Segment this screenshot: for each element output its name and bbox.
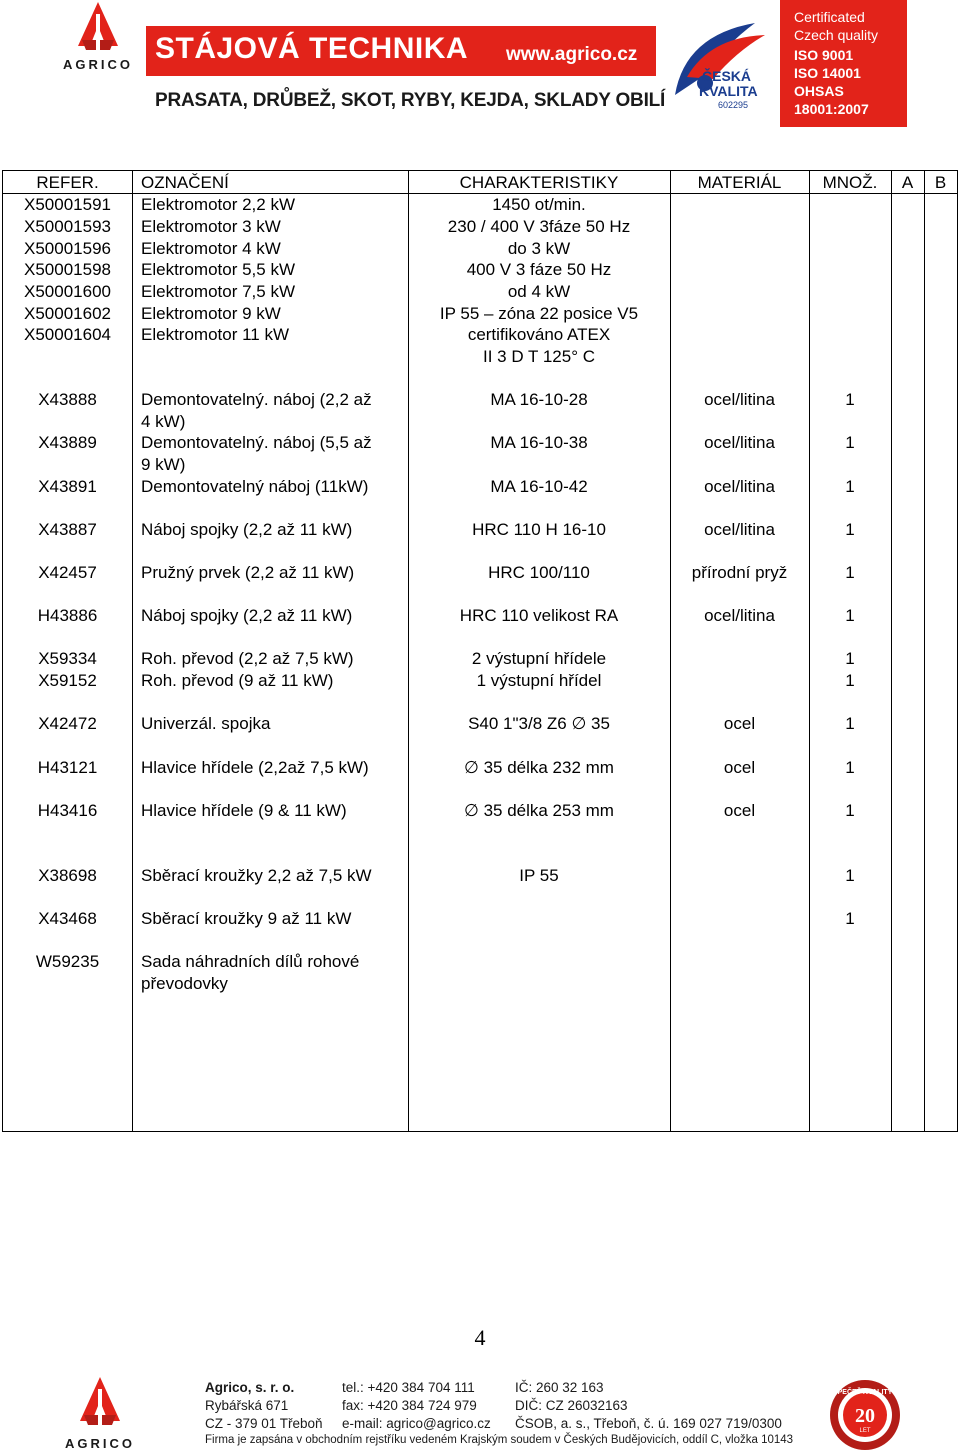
logo-wordmark: AGRICO [63, 57, 133, 72]
part-name: 9 kW) [141, 455, 186, 474]
banner-title: STÁJOVÁ TECHNIKA [155, 32, 469, 65]
motor-ref: X50001600 [24, 282, 111, 301]
seal-text: PEČEŤ KVALITY [837, 1389, 893, 1396]
part-name: Hlavice hřídele (2,2až 7,5 kW) [141, 758, 369, 777]
motor-name: Elektromotor 4 kW [141, 239, 281, 258]
part-ref: X43887 [38, 520, 97, 539]
part-characteristic: ∅ 35 délka 253 mm [464, 801, 614, 820]
part-name: 4 kW) [141, 412, 186, 431]
header [0, 0, 960, 130]
footer-dic: DIČ: CZ 26032163 [515, 1398, 628, 1413]
motor-name: Elektromotor 3 kW [141, 217, 281, 236]
motor-characteristic: certifikováno ATEX [467, 325, 611, 344]
footer-bank: ČSOB, a. s., Třeboň, č. ú. 169 027 719/0300 [515, 1416, 782, 1431]
part-qty: 1 [845, 390, 855, 409]
part-name: Demontovatelný náboj (11kW) [141, 477, 369, 496]
motor-ref: X50001598 [24, 260, 111, 279]
part-ref: X42457 [38, 563, 97, 582]
part-name: Roh. převod (2,2 až 7,5 kW) [141, 649, 354, 668]
col-header-qty: MNOŽ. [822, 173, 878, 192]
column-divider [670, 171, 671, 1131]
footer-ic: IČ: 260 32 163 [515, 1380, 604, 1395]
motor-characteristic: 400 V 3 fáze 50 Hz [466, 260, 612, 279]
motor-name: Elektromotor 2,2 kW [141, 195, 295, 214]
cert-line: OHSAS [794, 83, 844, 99]
cert-line: ISO 14001 [794, 65, 861, 81]
part-ref: W59235 [35, 952, 100, 971]
part-name: Sběrací kroužky 2,2 až 7,5 kW [141, 866, 372, 885]
part-characteristic: MA 16-10-38 [490, 433, 588, 452]
motor-ref: X50001602 [24, 304, 111, 323]
part-name: Sada náhradních dílů rohové [141, 952, 360, 971]
part-material: ocel/litina [704, 390, 775, 409]
part-ref: X42472 [38, 714, 97, 733]
part-name: Sběrací kroužky 9 až 11 kW [141, 909, 352, 928]
motor-characteristic: od 4 kW [507, 282, 571, 301]
col-header-a: A [901, 173, 914, 192]
col-header-char: CHARAKTERISTIKY [459, 173, 619, 192]
col-header-b: B [934, 173, 947, 192]
certification-badge [780, 0, 907, 127]
part-ref: X59334 [38, 649, 97, 668]
motor-characteristic: IP 55 – zóna 22 posice V5 [439, 304, 639, 323]
part-characteristic: S40 1"3/8 Z6 ∅ 35 [468, 714, 610, 733]
part-ref: H43886 [37, 606, 98, 625]
motor-name: Elektromotor 11 kW [141, 325, 290, 344]
footer-company: Agrico, s. r. o. [205, 1380, 295, 1395]
seal-number: 20 [855, 1405, 875, 1427]
agrico-footer-logo-icon [52, 1375, 148, 1435]
part-qty: 1 [845, 866, 855, 885]
part-characteristic: IP 55 [519, 866, 559, 885]
footer-tel: tel.: +420 384 704 111 [342, 1380, 475, 1395]
part-characteristic: ∅ 35 délka 232 mm [464, 758, 614, 777]
part-characteristic: 1 výstupní hřídel [476, 671, 602, 690]
part-material: ocel/litina [704, 520, 775, 539]
part-qty: 1 [845, 909, 855, 928]
footer-city: CZ - 379 01 Třeboň [205, 1416, 323, 1431]
header-subtitle: PRASATA, DRŮBEŽ, SKOT, RYBY, KEJDA, SKLADY OBILÍ [155, 90, 666, 111]
cert-line: ISO 9001 [794, 47, 854, 63]
part-material: ocel [723, 801, 756, 820]
part-qty: 1 [845, 520, 855, 539]
part-qty: 1 [845, 477, 855, 496]
column-divider [924, 171, 925, 1131]
cert-line: Czech quality [794, 27, 879, 43]
cert-line: 18001:2007 [794, 101, 869, 117]
page-number: 4 [474, 1325, 486, 1350]
part-characteristic: MA 16-10-42 [490, 477, 588, 496]
part-material: přírodní pryž [691, 563, 788, 582]
footer-street: Rybářská 671 [205, 1398, 289, 1413]
ck-line1: ČESKÁ [702, 68, 752, 84]
part-material: ocel [723, 758, 756, 777]
part-material: ocel/litina [704, 477, 775, 496]
motor-name: Elektromotor 5,5 kW [141, 260, 295, 279]
col-header-material: MATERIÁL [697, 173, 782, 192]
part-ref: X43468 [38, 909, 97, 928]
motor-ref: X50001593 [24, 217, 111, 236]
column-divider [132, 171, 133, 1131]
part-qty: 1 [845, 714, 855, 733]
part-name: Demontovatelný. náboj (5,5 až [141, 433, 372, 452]
part-qty: 1 [845, 801, 855, 820]
part-characteristic: MA 16-10-28 [490, 390, 588, 409]
part-name: Hlavice hřídele (9 & 11 kW) [141, 801, 347, 820]
part-material: ocel [723, 714, 756, 733]
part-characteristic: 2 výstupní hřídele [471, 649, 607, 668]
part-qty: 1 [845, 649, 855, 668]
motor-ref: X50001604 [24, 325, 111, 344]
part-name: Demontovatelný. náboj (2,2 až [141, 390, 372, 409]
part-name: Náboj spojky (2,2 až 11 kW) [141, 606, 353, 625]
part-name: Roh. převod (9 až 11 kW) [141, 671, 334, 690]
footer-registry: Firma je zapsána v obchodním rejstříku vedeném Krajským soudem v Českých Budějovicích, oddíl C, vložka 10143 [205, 1434, 794, 1446]
part-qty: 1 [845, 606, 855, 625]
col-header-ref: REFER. [36, 173, 99, 192]
part-qty: 1 [845, 563, 855, 582]
motor-characteristic: 1450 ot/min. [492, 195, 586, 214]
col-header-name: OZNAČENÍ [141, 173, 229, 192]
motor-ref: X50001591 [24, 195, 111, 214]
part-material: ocel/litina [704, 433, 775, 452]
part-name: Univerzál. spojka [141, 714, 271, 733]
column-divider [891, 171, 892, 1131]
part-name: Náboj spojky (2,2 až 11 kW) [141, 520, 353, 539]
part-characteristic: HRC 100/110 [488, 563, 590, 582]
part-ref: X43891 [38, 477, 97, 496]
motor-name: Elektromotor 9 kW [141, 304, 281, 323]
part-ref: H43121 [37, 758, 98, 777]
part-characteristic: HRC 110 velikost RA [459, 606, 619, 625]
quality-seal-icon [828, 1378, 902, 1452]
motor-ref: X50001596 [24, 239, 111, 258]
part-name: převodovky [141, 974, 228, 993]
part-ref: X43888 [38, 390, 97, 409]
part-ref: X38698 [38, 866, 97, 885]
part-name: Pružný prvek (2,2 až 11 kW) [141, 563, 355, 582]
parts-table [2, 170, 958, 1132]
ck-line2: KVALITA [699, 83, 758, 99]
part-ref: X59152 [38, 671, 97, 690]
part-ref: H43416 [37, 801, 98, 820]
motor-name: Elektromotor 7,5 kW [141, 282, 295, 301]
part-qty: 1 [845, 671, 855, 690]
footer-email: e-mail: agrico@agrico.cz [342, 1416, 491, 1431]
motor-characteristic: do 3 kW [507, 239, 571, 258]
part-ref: X43889 [38, 433, 97, 452]
part-qty: 1 [845, 433, 855, 452]
seal-sub: LET [859, 1428, 871, 1434]
cert-line: Certificated [794, 9, 865, 25]
part-material: ocel/litina [704, 606, 775, 625]
part-qty: 1 [845, 758, 855, 777]
motor-characteristic: II 3 D T 125° C [482, 347, 595, 366]
motor-characteristic: 230 / 400 V 3fáze 50 Hz [447, 217, 631, 236]
part-characteristic: HRC 110 H 16-10 [472, 520, 606, 539]
footer-logo-wordmark: AGRICO [65, 1436, 135, 1451]
footer-fax: fax: +420 384 724 979 [342, 1398, 477, 1413]
banner-url: www.agrico.cz [506, 44, 638, 65]
ck-number: 602295 [718, 100, 749, 110]
